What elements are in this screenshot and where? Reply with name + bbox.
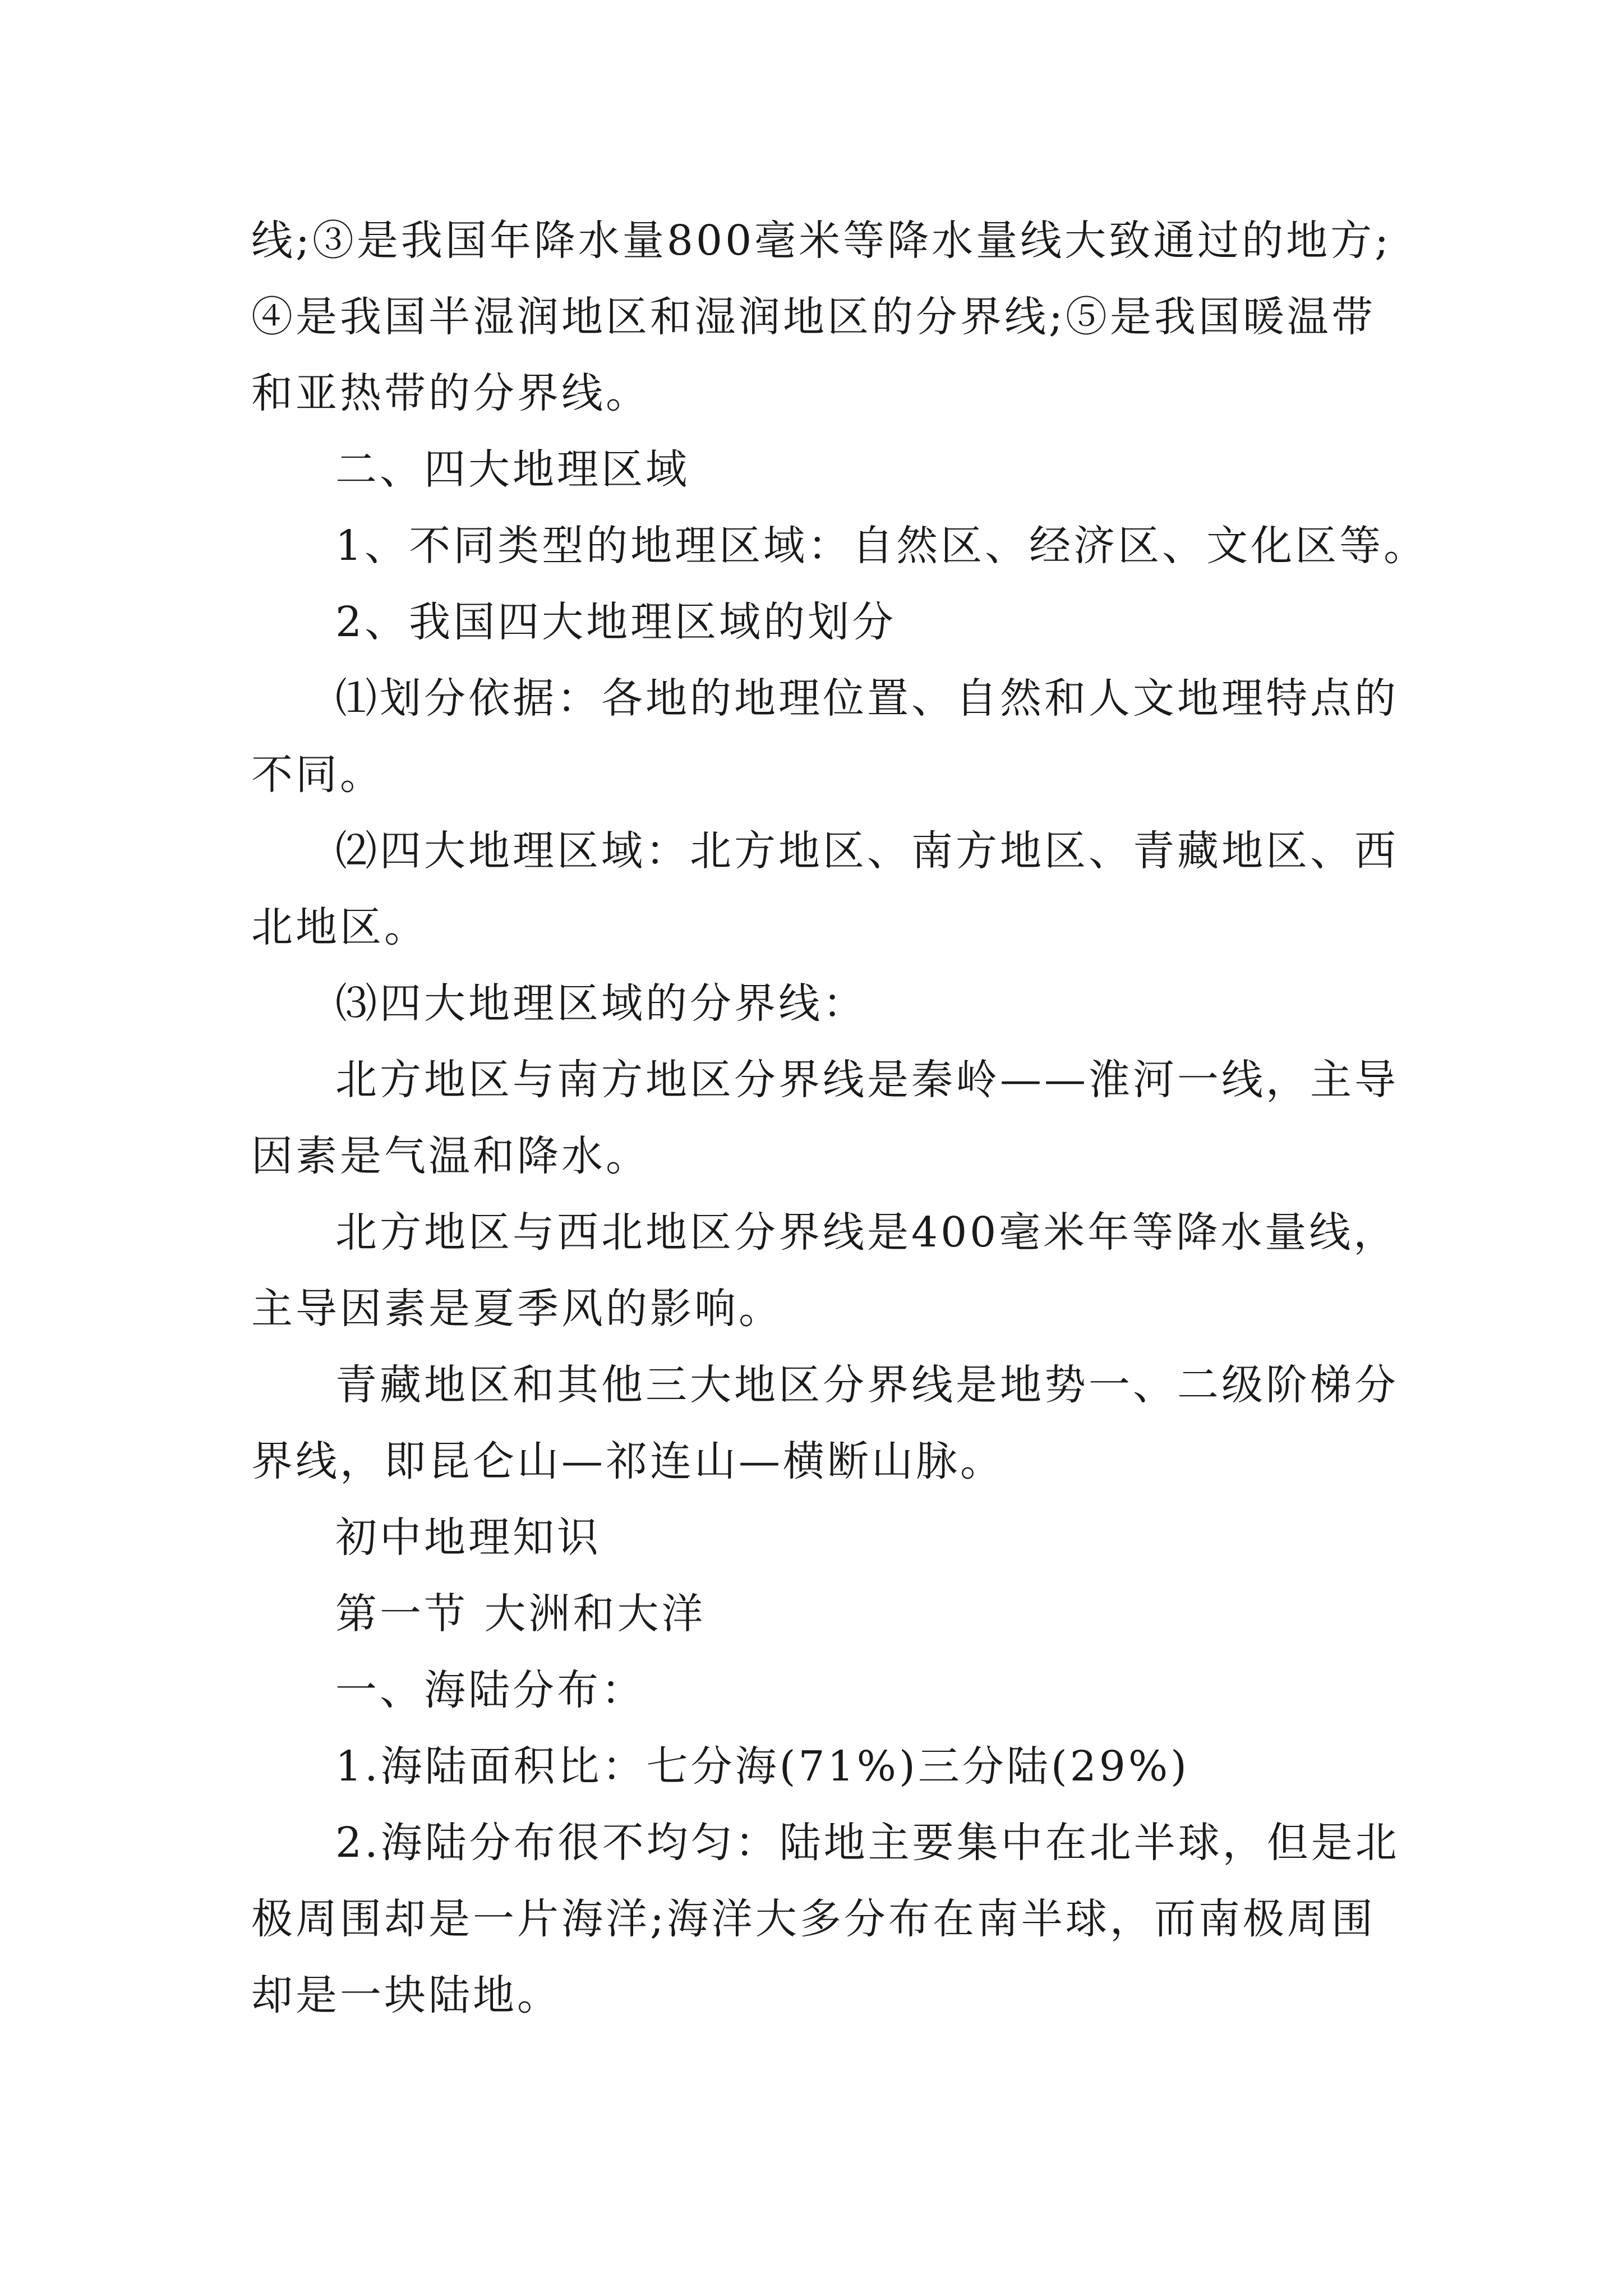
text-line: 极周围却是一片海洋;海洋大多分布在南半球，而南极周围: [251, 1895, 1376, 1943]
text-line: ⑴划分依据：各地的地理位置、自然和人文地理特点的: [335, 674, 1399, 723]
text-line: ⑵四大地理区域：北方地区、南方地区、青藏地区、西: [335, 827, 1399, 875]
text-line: 线;③是我国年降水量800毫米等降水量线大致通过的地方;: [251, 217, 1392, 265]
text-line: 却是一块陆地。: [251, 1971, 561, 2019]
text-line: 北方地区与南方地区分界线是秦岭——淮河一线，主导: [335, 1056, 1399, 1104]
text-line: ⑶四大地理区域的分界线：: [335, 979, 867, 1028]
text-line: 不同。: [251, 751, 384, 799]
section-heading: 二、四大地理区域: [335, 445, 690, 494]
text-line: 2、我国四大地理区域的划分: [335, 598, 897, 646]
text-line: 1.海陆面积比：七分海(71%)三分陆(29%): [335, 1742, 1190, 1791]
text-line: 青藏地区和其他三大地区分界线是地势一、二级阶梯分: [335, 1361, 1399, 1409]
text-line: 2.海陆分布很不均匀：陆地主要集中在北半球，但是北: [335, 1819, 1400, 1867]
text-line: 1、不同类型的地理区域：自然区、经济区、文化区等。: [335, 522, 1428, 570]
section-heading: 初中地理知识: [335, 1513, 601, 1562]
text-line: 因素是气温和降水。: [251, 1132, 650, 1180]
text-line: 主导因素是夏季风的影响。: [251, 1285, 783, 1333]
section-heading: 第一节 大洲和大洋: [335, 1590, 706, 1638]
text-line: 北方地区与西北地区分界线是400毫米年等降水量线，: [335, 1208, 1398, 1257]
text-line: 界线，即昆仑山—祁连山—横断山脉。: [251, 1437, 1004, 1485]
section-heading: 一、海陆分布：: [335, 1666, 645, 1714]
text-line: ④是我国半湿润地区和湿润地区的分界线;⑤是我国暖温带: [251, 293, 1376, 341]
text-line: 和亚热带的分界线。: [251, 369, 650, 417]
text-line: 北地区。: [251, 903, 428, 951]
